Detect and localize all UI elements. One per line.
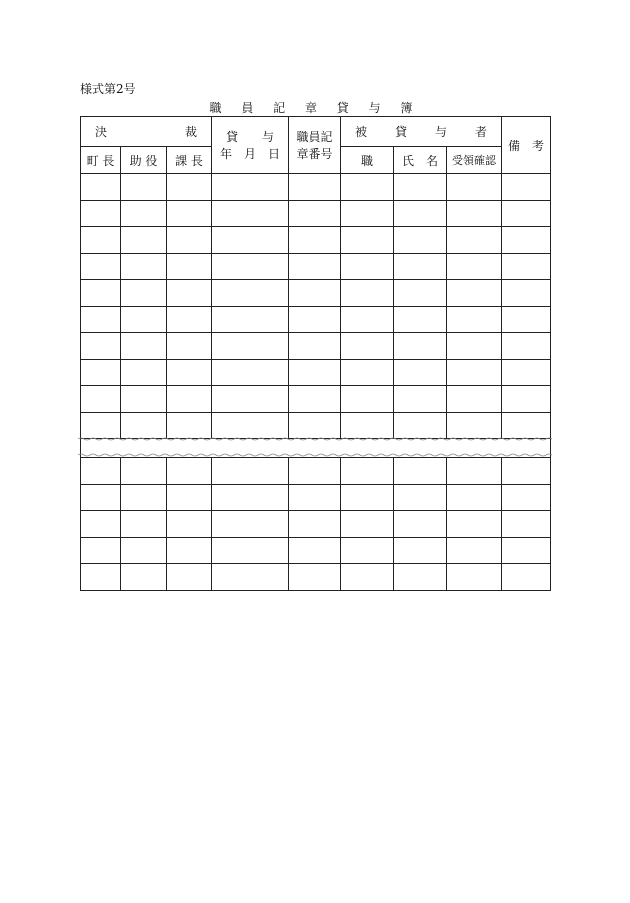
table-row bbox=[81, 333, 551, 360]
table-cell bbox=[394, 174, 447, 201]
table-cell bbox=[212, 386, 289, 413]
table-cell bbox=[502, 306, 551, 333]
table-cell bbox=[394, 412, 447, 439]
table-cell bbox=[502, 537, 551, 564]
table-cell bbox=[121, 306, 167, 333]
table-cell bbox=[447, 227, 502, 254]
table-row bbox=[81, 200, 551, 227]
table-cell bbox=[212, 306, 289, 333]
table-row bbox=[81, 511, 551, 538]
table-cell bbox=[394, 333, 447, 360]
table-cell bbox=[212, 200, 289, 227]
table-row bbox=[81, 253, 551, 280]
table-cell bbox=[289, 537, 341, 564]
table-cell bbox=[447, 484, 502, 511]
table-row bbox=[81, 458, 551, 485]
table-cell bbox=[394, 484, 447, 511]
table-cell bbox=[121, 564, 167, 591]
table-cell bbox=[289, 174, 341, 201]
badge-number-header bbox=[289, 117, 341, 174]
badge-lending-ledger bbox=[80, 116, 551, 591]
table-cell bbox=[81, 564, 121, 591]
lend-date-ymd: 年 月 日 bbox=[220, 147, 281, 161]
table-cell bbox=[212, 280, 289, 307]
table-cell bbox=[502, 564, 551, 591]
table-cell bbox=[447, 458, 502, 485]
table-cell bbox=[341, 253, 394, 280]
table-cell bbox=[167, 412, 212, 439]
table-cell bbox=[81, 386, 121, 413]
table-cell bbox=[502, 174, 551, 201]
table-cell bbox=[394, 564, 447, 591]
table-cell bbox=[81, 458, 121, 485]
table-row bbox=[81, 386, 551, 413]
table-cell bbox=[394, 200, 447, 227]
table-row bbox=[81, 484, 551, 511]
table-row bbox=[81, 359, 551, 386]
table-cell bbox=[341, 227, 394, 254]
table-cell bbox=[502, 484, 551, 511]
table-cell bbox=[502, 359, 551, 386]
table-cell bbox=[81, 200, 121, 227]
table-cell bbox=[167, 359, 212, 386]
table-cell bbox=[394, 253, 447, 280]
table-row bbox=[81, 564, 551, 591]
table-cell bbox=[121, 359, 167, 386]
table-cell bbox=[121, 253, 167, 280]
table-cell bbox=[447, 280, 502, 307]
table-cell bbox=[167, 253, 212, 280]
table-cell bbox=[121, 174, 167, 201]
table-cell bbox=[341, 412, 394, 439]
table-cell bbox=[121, 386, 167, 413]
table-cell bbox=[167, 386, 212, 413]
approval-left-char: 決 bbox=[95, 125, 108, 139]
approver-mayor: 町 長 bbox=[81, 147, 121, 174]
table-cell bbox=[167, 280, 212, 307]
table-cell bbox=[394, 306, 447, 333]
table-cell bbox=[121, 227, 167, 254]
table-cell bbox=[289, 564, 341, 591]
table-cell bbox=[289, 412, 341, 439]
table-row bbox=[81, 306, 551, 333]
table-cell bbox=[502, 412, 551, 439]
table-cell bbox=[167, 458, 212, 485]
table-cell bbox=[289, 386, 341, 413]
table-cell bbox=[394, 359, 447, 386]
table-cell bbox=[289, 511, 341, 538]
lend-date-char-1: 貸 bbox=[226, 130, 239, 144]
table-cell bbox=[447, 253, 502, 280]
table-cell bbox=[289, 227, 341, 254]
table-cell bbox=[447, 359, 502, 386]
table-cell bbox=[121, 412, 167, 439]
approver-deputy: 助 役 bbox=[121, 147, 167, 174]
table-cell bbox=[289, 306, 341, 333]
borrower-position: 職 bbox=[341, 147, 394, 174]
table-cell bbox=[212, 511, 289, 538]
table-cell bbox=[447, 412, 502, 439]
table-cell bbox=[447, 200, 502, 227]
table-cell bbox=[502, 280, 551, 307]
table-cell bbox=[394, 227, 447, 254]
table-cell bbox=[81, 412, 121, 439]
approver-section-chief: 課 長 bbox=[167, 147, 212, 174]
table-cell bbox=[394, 280, 447, 307]
approval-right-char: 裁 bbox=[185, 125, 198, 139]
table-cell bbox=[121, 484, 167, 511]
tear-line-bottom bbox=[78, 453, 552, 457]
table-row bbox=[81, 280, 551, 307]
table-cell bbox=[81, 537, 121, 564]
table-cell bbox=[81, 484, 121, 511]
table-cell bbox=[289, 484, 341, 511]
table-cell bbox=[394, 386, 447, 413]
table-cell bbox=[212, 458, 289, 485]
table-cell bbox=[447, 537, 502, 564]
table-cell bbox=[341, 174, 394, 201]
table-cell bbox=[289, 200, 341, 227]
table-cell bbox=[447, 306, 502, 333]
table-row bbox=[81, 412, 551, 439]
table-cell bbox=[341, 537, 394, 564]
borrower-receipt-confirmation: 受領確認 bbox=[447, 147, 502, 174]
table-cell bbox=[341, 200, 394, 227]
table-cell bbox=[212, 174, 289, 201]
table-cell bbox=[341, 564, 394, 591]
table-cell bbox=[81, 511, 121, 538]
table-cell bbox=[81, 306, 121, 333]
table-cell bbox=[167, 484, 212, 511]
tear-line-top bbox=[78, 437, 552, 441]
table-cell bbox=[341, 333, 394, 360]
table-cell bbox=[167, 537, 212, 564]
table-row bbox=[81, 537, 551, 564]
table-cell bbox=[447, 174, 502, 201]
borrower-char-3: 与 bbox=[434, 125, 447, 139]
remarks-header: 備 考 bbox=[502, 117, 551, 174]
table-cell bbox=[341, 511, 394, 538]
approval-header bbox=[81, 117, 212, 147]
borrower-char-1: 被 bbox=[355, 125, 368, 139]
table-cell bbox=[289, 333, 341, 360]
table-cell bbox=[341, 359, 394, 386]
table-cell bbox=[81, 280, 121, 307]
table-cell bbox=[212, 253, 289, 280]
table-cell bbox=[212, 227, 289, 254]
table-cell bbox=[502, 386, 551, 413]
table-cell bbox=[81, 359, 121, 386]
table-cell bbox=[447, 564, 502, 591]
ledger-rows-top bbox=[81, 174, 551, 439]
ledger-rows-bottom bbox=[81, 458, 551, 591]
table-cell bbox=[81, 227, 121, 254]
table-cell bbox=[167, 511, 212, 538]
table-cell bbox=[289, 458, 341, 485]
table-cell bbox=[121, 458, 167, 485]
table-cell bbox=[167, 200, 212, 227]
table-cell bbox=[502, 200, 551, 227]
table-cell bbox=[121, 280, 167, 307]
lend-date-header bbox=[212, 117, 289, 174]
document-title: 職 員 記 章 貸 与 簿 bbox=[209, 101, 421, 115]
table-cell bbox=[81, 174, 121, 201]
borrower-name: 氏 名 bbox=[394, 147, 447, 174]
table-cell bbox=[341, 484, 394, 511]
table-cell bbox=[341, 280, 394, 307]
table-cell bbox=[341, 458, 394, 485]
table-cell bbox=[289, 253, 341, 280]
table-cell bbox=[447, 386, 502, 413]
badge-number-line2: 章番号 bbox=[296, 147, 333, 161]
table-cell bbox=[289, 280, 341, 307]
table-cell bbox=[212, 333, 289, 360]
table-row bbox=[81, 174, 551, 201]
table-cell bbox=[502, 227, 551, 254]
table-cell bbox=[394, 458, 447, 485]
table-row bbox=[81, 227, 551, 254]
table-cell bbox=[121, 200, 167, 227]
borrower-char-4: 者 bbox=[474, 125, 487, 139]
table-cell bbox=[167, 306, 212, 333]
table-cell bbox=[81, 333, 121, 360]
table-cell bbox=[212, 359, 289, 386]
table-cell bbox=[394, 537, 447, 564]
table-cell bbox=[447, 511, 502, 538]
form-number: 様式第2号 bbox=[80, 82, 136, 96]
table-cell bbox=[212, 537, 289, 564]
table-cell bbox=[121, 511, 167, 538]
table-cell bbox=[167, 227, 212, 254]
badge-number-line1: 職員記 bbox=[296, 130, 333, 144]
table-cell bbox=[212, 412, 289, 439]
borrower-header bbox=[341, 117, 502, 147]
table-cell bbox=[502, 511, 551, 538]
table-cell bbox=[121, 333, 167, 360]
table-cell bbox=[341, 306, 394, 333]
table-cell bbox=[289, 359, 341, 386]
borrower-char-2: 貸 bbox=[395, 125, 408, 139]
table-cell bbox=[502, 333, 551, 360]
table-cell bbox=[167, 174, 212, 201]
table-cell bbox=[212, 484, 289, 511]
table-cell bbox=[394, 511, 447, 538]
table-cell bbox=[447, 333, 502, 360]
table-cell bbox=[341, 386, 394, 413]
table-cell bbox=[167, 333, 212, 360]
table-cell bbox=[167, 564, 212, 591]
table-cell bbox=[502, 458, 551, 485]
table-cell bbox=[502, 253, 551, 280]
lend-date-char-2: 与 bbox=[262, 130, 275, 144]
table-cell bbox=[81, 253, 121, 280]
table-cell bbox=[121, 537, 167, 564]
table-cell bbox=[212, 564, 289, 591]
